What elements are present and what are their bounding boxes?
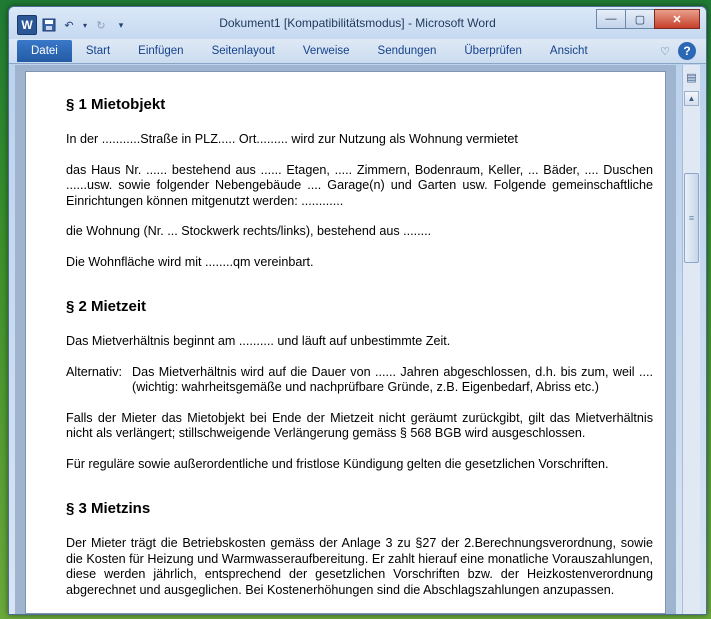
minimize-button[interactable]: — xyxy=(596,9,626,29)
section-heading: § 3 Mietzins xyxy=(66,500,151,517)
undo-icon[interactable]: ↶ xyxy=(64,19,74,32)
section-heading: § 1 Mietobjekt xyxy=(66,96,166,113)
paragraph: Falls der Mieter das Mietobjekt bei Ende der Mietzeit nicht geräumt zurückgibt, gilt das Mietverhältnis nicht als verlängert; stillschweigende Verlängerung gemäss § 568 BGB wird ausgeschlossen. xyxy=(66,410,653,440)
section-mietzins xyxy=(66,500,653,598)
paragraph: Das Mietverhältnis beginnt am .......... und läuft auf unbestimmte Zeit. xyxy=(66,334,451,348)
document-page[interactable] xyxy=(25,71,666,614)
undo-dropdown-icon[interactable]: ▾ xyxy=(82,20,87,30)
maximize-button[interactable]: ▢ xyxy=(625,9,655,29)
tab-datei[interactable]: Datei xyxy=(17,40,72,62)
ribbon-tabs xyxy=(9,39,706,64)
section-heading: § 2 Mietzeit xyxy=(66,298,147,315)
tab-ansicht[interactable]: Ansicht xyxy=(549,45,588,57)
section-mietzeit xyxy=(66,298,653,472)
vertical-scrollbar[interactable] xyxy=(682,65,700,614)
paragraph: In der ...........Straße in PLZ..... Ort......... wird zur Nutzung als Wohnung vermietet xyxy=(66,132,518,146)
customize-toolbar-icon[interactable]: ▾ xyxy=(118,19,124,30)
alternative-text: Das Mietverhältnis wird auf die Dauer von ...... Jahren abgeschlossen, d.h. bis zum, weil .... (wichtig: wahrheitsgemäße und nachprüfbare Gründe, z.B. Eigenbedarf, Abriss etc.) xyxy=(132,364,653,394)
ribbon-collapse-icon[interactable]: ♡ xyxy=(660,45,670,58)
help-icon[interactable]: ? xyxy=(678,42,696,60)
tab-start[interactable]: Start xyxy=(85,45,111,57)
scroll-up-arrow-icon[interactable]: ▲ xyxy=(684,91,699,106)
alternative-label: Alternativ: xyxy=(66,364,122,379)
paragraph: Der Mieter trägt die Betriebskosten gemäss der Anlage 3 zu §27 der 2.Berechnungsverordnung, sowie die Kosten für Heizung und Warmwasseraufbereitung. Er zahlt hierauf eine monatliche Vorauszahlungen, diese werden jährlich, entsprechend der gesetzlichen Vorschriften bzw. der Heizkostenverordnung abgerechnet und ausgeglichen. Bei Kostenerhöhungen sind die Abschlagszahlungen anzupassen. xyxy=(66,536,653,597)
tab-ueberpruefen[interactable]: Überprüfen xyxy=(464,45,522,57)
word-app-icon[interactable]: W xyxy=(17,15,37,35)
paragraph: Die Wohnfläche wird mit ........qm vereinbart. xyxy=(66,254,314,269)
tab-einfuegen[interactable]: Einfügen xyxy=(138,45,184,57)
document-area xyxy=(15,65,676,614)
tab-verweise[interactable]: Verweise xyxy=(302,45,350,57)
tab-sendungen[interactable]: Sendungen xyxy=(377,45,437,57)
word-window xyxy=(8,6,707,615)
section-mietobjekt xyxy=(66,96,653,270)
tab-seitenlayout[interactable]: Seitenlayout xyxy=(211,45,275,57)
close-button[interactable]: ✕ xyxy=(654,9,700,29)
paragraph: das Haus Nr. ...... bestehend aus ...... Etagen, ..... Zimmern, Bodenraum, Keller, ... Bäder, .... Duschen ......usw. sowie folgender Nebengebäude .... Garage(n) und Garten usw. Folgende gemeinschaftliche Einrichtungen können mitgenutzt werden: ............ xyxy=(66,162,653,208)
paragraph: Für reguläre sowie außerordentliche und fristlose Kündigung gelten die gesetzlichen Vorschriften. xyxy=(66,456,609,471)
ruler-toggle-icon[interactable]: ▤ xyxy=(686,72,697,84)
title-bar xyxy=(9,7,706,39)
redo-icon[interactable]: ↻ xyxy=(96,19,106,32)
window-controls xyxy=(596,9,700,29)
paragraph: die Wohnung (Nr. ... Stockwerk rechts/links), bestehend aus ........ xyxy=(66,224,432,238)
scroll-thumb[interactable]: ≡ xyxy=(684,173,699,263)
alternative-clause xyxy=(66,365,653,396)
window-title: Dokument1 [Kompatibilitätsmodus] - Microsoft Word xyxy=(219,16,496,30)
